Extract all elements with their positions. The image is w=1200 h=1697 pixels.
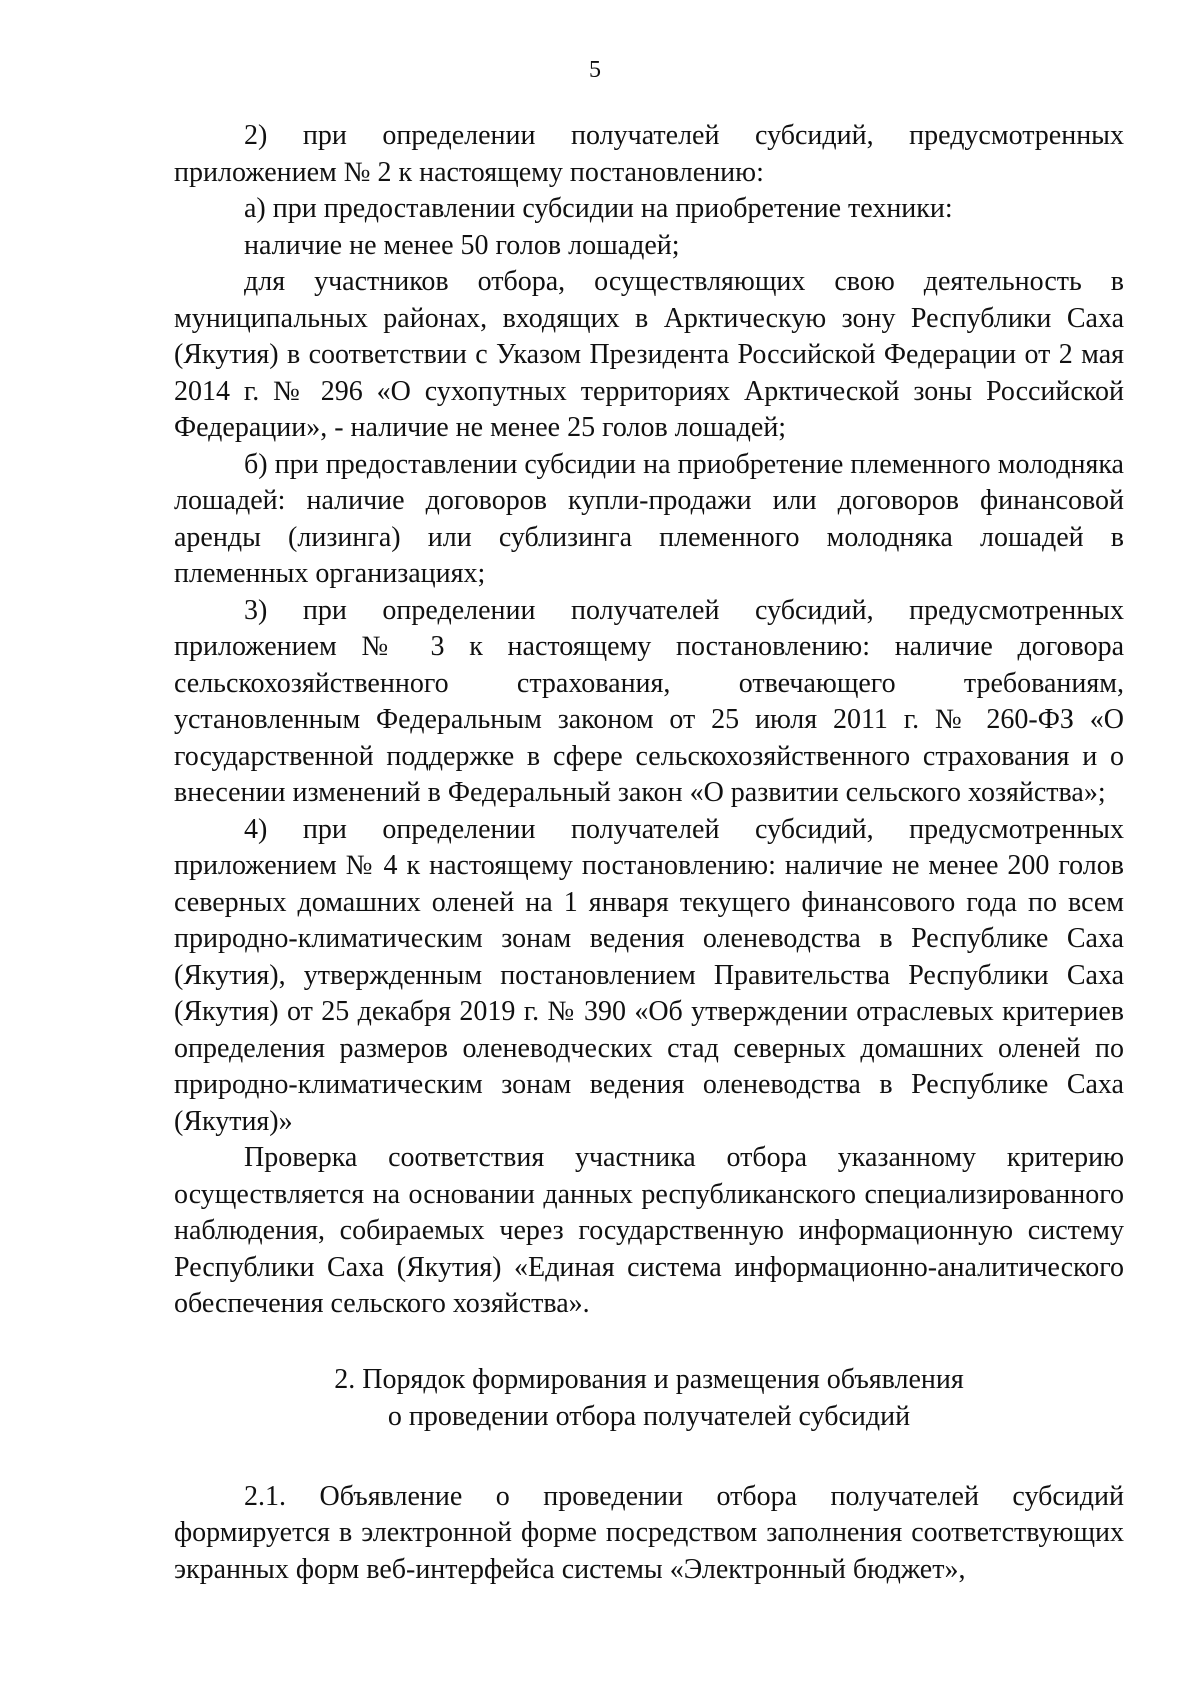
paragraph-breeding-stock: б) при предоставлении субсидии на приобретение племенного молодняка лошадей: наличие договоров купли-продажи или договоров финансовой аренды (лизинга) или сублизинга племенного молодняка лошадей в племенных организациях; [174,448,1124,589]
section-heading-line-2: о проведении отбора получателей субсидий [387,1400,911,1432]
paragraph-criteria-appendix-4: 4) при определении получателей субсидий, предусмотренных приложением № 4 к настоящему постановлению: наличие не менее 200 голов северных домашних оленей на 1 января текущего финансового года по всем природно-климатическим зонам ведения оленеводства в Республике Саха (Якутия), утвержденным постановлением Правительства Республики Саха (Якутия) от 25 декабря 2019 г. № 390 «Об утверждении отраслевых критериев определения размеров оленеводческих стад северных домашних оленей по природно-климатическим зонам ведения оленеводства в Республике Саха (Якутия)» [174,813,1124,1137]
paragraph-criteria-appendix-3: 3) при определении получателей субсидий, предусмотренных приложением № 3 к настоящему постановлению: наличие договора сельскохозяйственного страхования, отвечающего требованиям, установленным Федеральным законом от 25 июля 2011 г. № 260-ФЗ «О государственной поддержке в сфере сельскохозяйственного страхования и о внесении изменений в Федеральный закон «О развитии сельского хозяйства»; [174,594,1124,808]
document-body [174,118,1124,1588]
paragraph-verification: Проверка соответствия участника отбора указанному критерию осуществляется на основании данных республиканского специализированного наблюдения, собираемых через государственную информационную систему Республики Саха (Якутия) «Единая система информационно-аналитического обеспечения сельского хозяйства». [174,1142,1124,1319]
page-number: 5 [589,57,601,83]
paragraph-criteria-appendix-2: 2) при определении получателей субсидий, предусмотренных приложением № 2 к настоящему постановлению: [174,120,1124,188]
section-heading [174,1361,1124,1435]
paragraph-equipment-subsidy: а) при предоставлении субсидии на приобретение техники: [244,193,953,224]
section-heading-line-1: 2. Порядок формирования и размещения объявления [334,1363,964,1395]
paragraph-arctic-zone: для участников отбора, осуществляющих свою деятельность в муниципальных районах, входящих в Арктическую зону Республики Саха (Якутия) в соответствии с Указом Президента Российской Федерации от 2 мая 2014 г. № 296 «О сухопутных территориях Арктической зоны Российской Федерации», - наличие не менее 25 голов лошадей; [174,266,1124,443]
paragraph-2-1: 2.1. Объявление о проведении отбора получателей субсидий формируется в электронной форме посредством заполнения соответствующих экранных форм веб-интерфейса системы «Электронный бюджет», [174,1480,1124,1585]
paragraph-horse-count: наличие не менее 50 голов лошадей; [244,229,680,261]
